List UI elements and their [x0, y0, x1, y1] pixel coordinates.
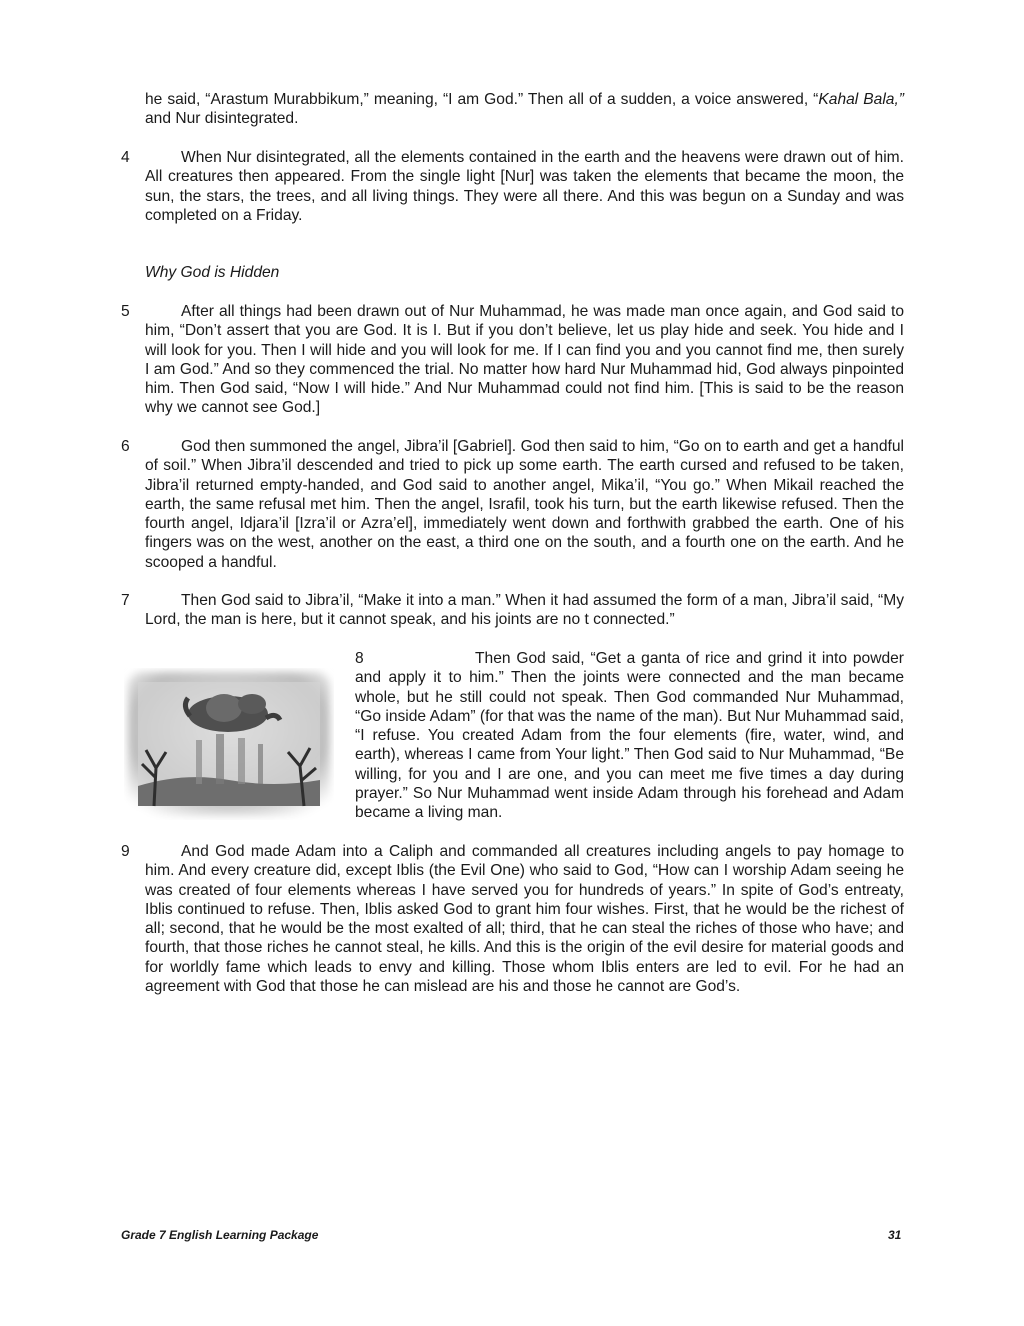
paragraph-5 — [121, 302, 904, 418]
paragraph-text: And God made Adam into a Caliph and commanded all creatures including angels to pay homage to him. And every creature did, except Iblis (the Evil One) who said to God, “How can I worship Adam seeing he was created of four elements whereas I have served you for hundreds of years.” In spite of God’s entreaty, Iblis continued to refuse. Then, Iblis asked God to grant him four wishes. First, that he would be the richest of all; second, that he would be the most exalted of all; third, that he can steal the riches of those who have; and fourth, that those riches he cannot steal, he kills. And this is the origin of the evil desire for material goods and for worldly fame which leads to envy and killing. Those whom Iblis enters are led to evil. For he had an agreement with God that those he can mislead are his and those he cannot are God’s. — [145, 843, 904, 996]
section-heading: Why God is Hidden — [145, 264, 280, 281]
paragraph-text: God then summoned the angel, Jibra’il [Gabriel]. God then said to him, “Go on to earth and get a handful of soil.” When Jibra’il descended and tried to pick up some earth. The earth cursed and refused to be taken, Jibra’il returned empty-handed, and God said to another angel, Mika’il, “You go.” When Mikail reached the earth, the same refusal met him. Then the angel, Israfil, took his turn, but the earth likewise refused. Then the fourth angel, Idjara’il [Izra’il or Azra’el], immediately went down and forthwith grabbed the earth. One of his fingers was on the west, another on the east, a third one on the south, and a fourth one on the earth. And he scooped a handful. — [145, 438, 904, 571]
paragraph-text: he said, “Arastum Murabbikum,” meaning, “I am God.” Then all of a sudden, a voice answered, “ — [145, 91, 819, 108]
paragraph-text: After all things had been drawn out of Nur Muhammad, he was made man once again, and God said to him, “Don’t assert that you are God. It is I. But if you don’t believe, let us play hide and seek. You hide and I will look for you. Then I will hide and you will look for me. If I can find you and you cannot find me, then surely I am God.” And so they commenced the trial. No matter how hard Nur Muhammad hid, God always pinpointed him. Then God said, “Now I will hide.” And Nur Muhammad could not find him. [This is said to be the reason why we cannot see God.] — [145, 303, 904, 417]
paragraph-number: 8 — [355, 650, 364, 667]
paragraph-text: When Nur disintegrated, all the elements contained in the earth and the heavens were drawn out of him. All creatures then appeared. From the single light [Nur] was taken the elements that became the moon, the sun, the stars, the trees, and all living things. They were all there. And this was begun on a Sunday and was completed on a Friday. — [145, 149, 904, 224]
paragraph-4 — [121, 148, 904, 225]
italic-phrase: Kahal Bala,” — [818, 91, 904, 108]
paragraph-number: 7 — [121, 592, 130, 609]
paragraph-number: 9 — [121, 843, 130, 860]
paragraph-text: Then God said to Jibra’il, “Make it into a man.” When it had assumed the form of a man, Jibra’il said, “My Lord, the man is here, but it cannot speak, and his joints are no t connected.” — [145, 592, 904, 629]
paragraph-3-continuation — [121, 90, 904, 129]
paragraph-6 — [121, 437, 904, 572]
footer-title: Grade 7 English Learning Package — [121, 1228, 319, 1242]
paragraph-number: 6 — [121, 438, 130, 455]
paragraph-number: 4 — [121, 149, 130, 166]
paragraph-text: Then God said, “Get a ganta of rice and grind it into powder and apply it to him.” Then the joints were connected and the man became whole, but he still could not speak. Then God commanded Nur Muhammad, “Go inside Adam” (for that was the name of the man). But Nur Muhammad said, “I refuse. You created Adam from the four elements (fire, water, wind, and earth), whereas I came from Your light.” Then God said to Nur Muhammad, “Be willing, for you and I are one, and you can meet me five times a day during prayer.” So Nur Muhammad went inside Adam through his forehead and Adam became a living man. — [355, 650, 904, 822]
paragraph-text: and Nur disintegrated. — [145, 110, 299, 128]
paragraph-9 — [121, 842, 904, 996]
paragraph-number: 5 — [121, 303, 130, 320]
paragraph-7 — [121, 591, 904, 630]
paragraph-8 — [355, 649, 904, 823]
illustration-graphic — [124, 668, 334, 820]
page-number: 31 — [888, 1228, 902, 1242]
adam-illustration — [124, 668, 334, 820]
